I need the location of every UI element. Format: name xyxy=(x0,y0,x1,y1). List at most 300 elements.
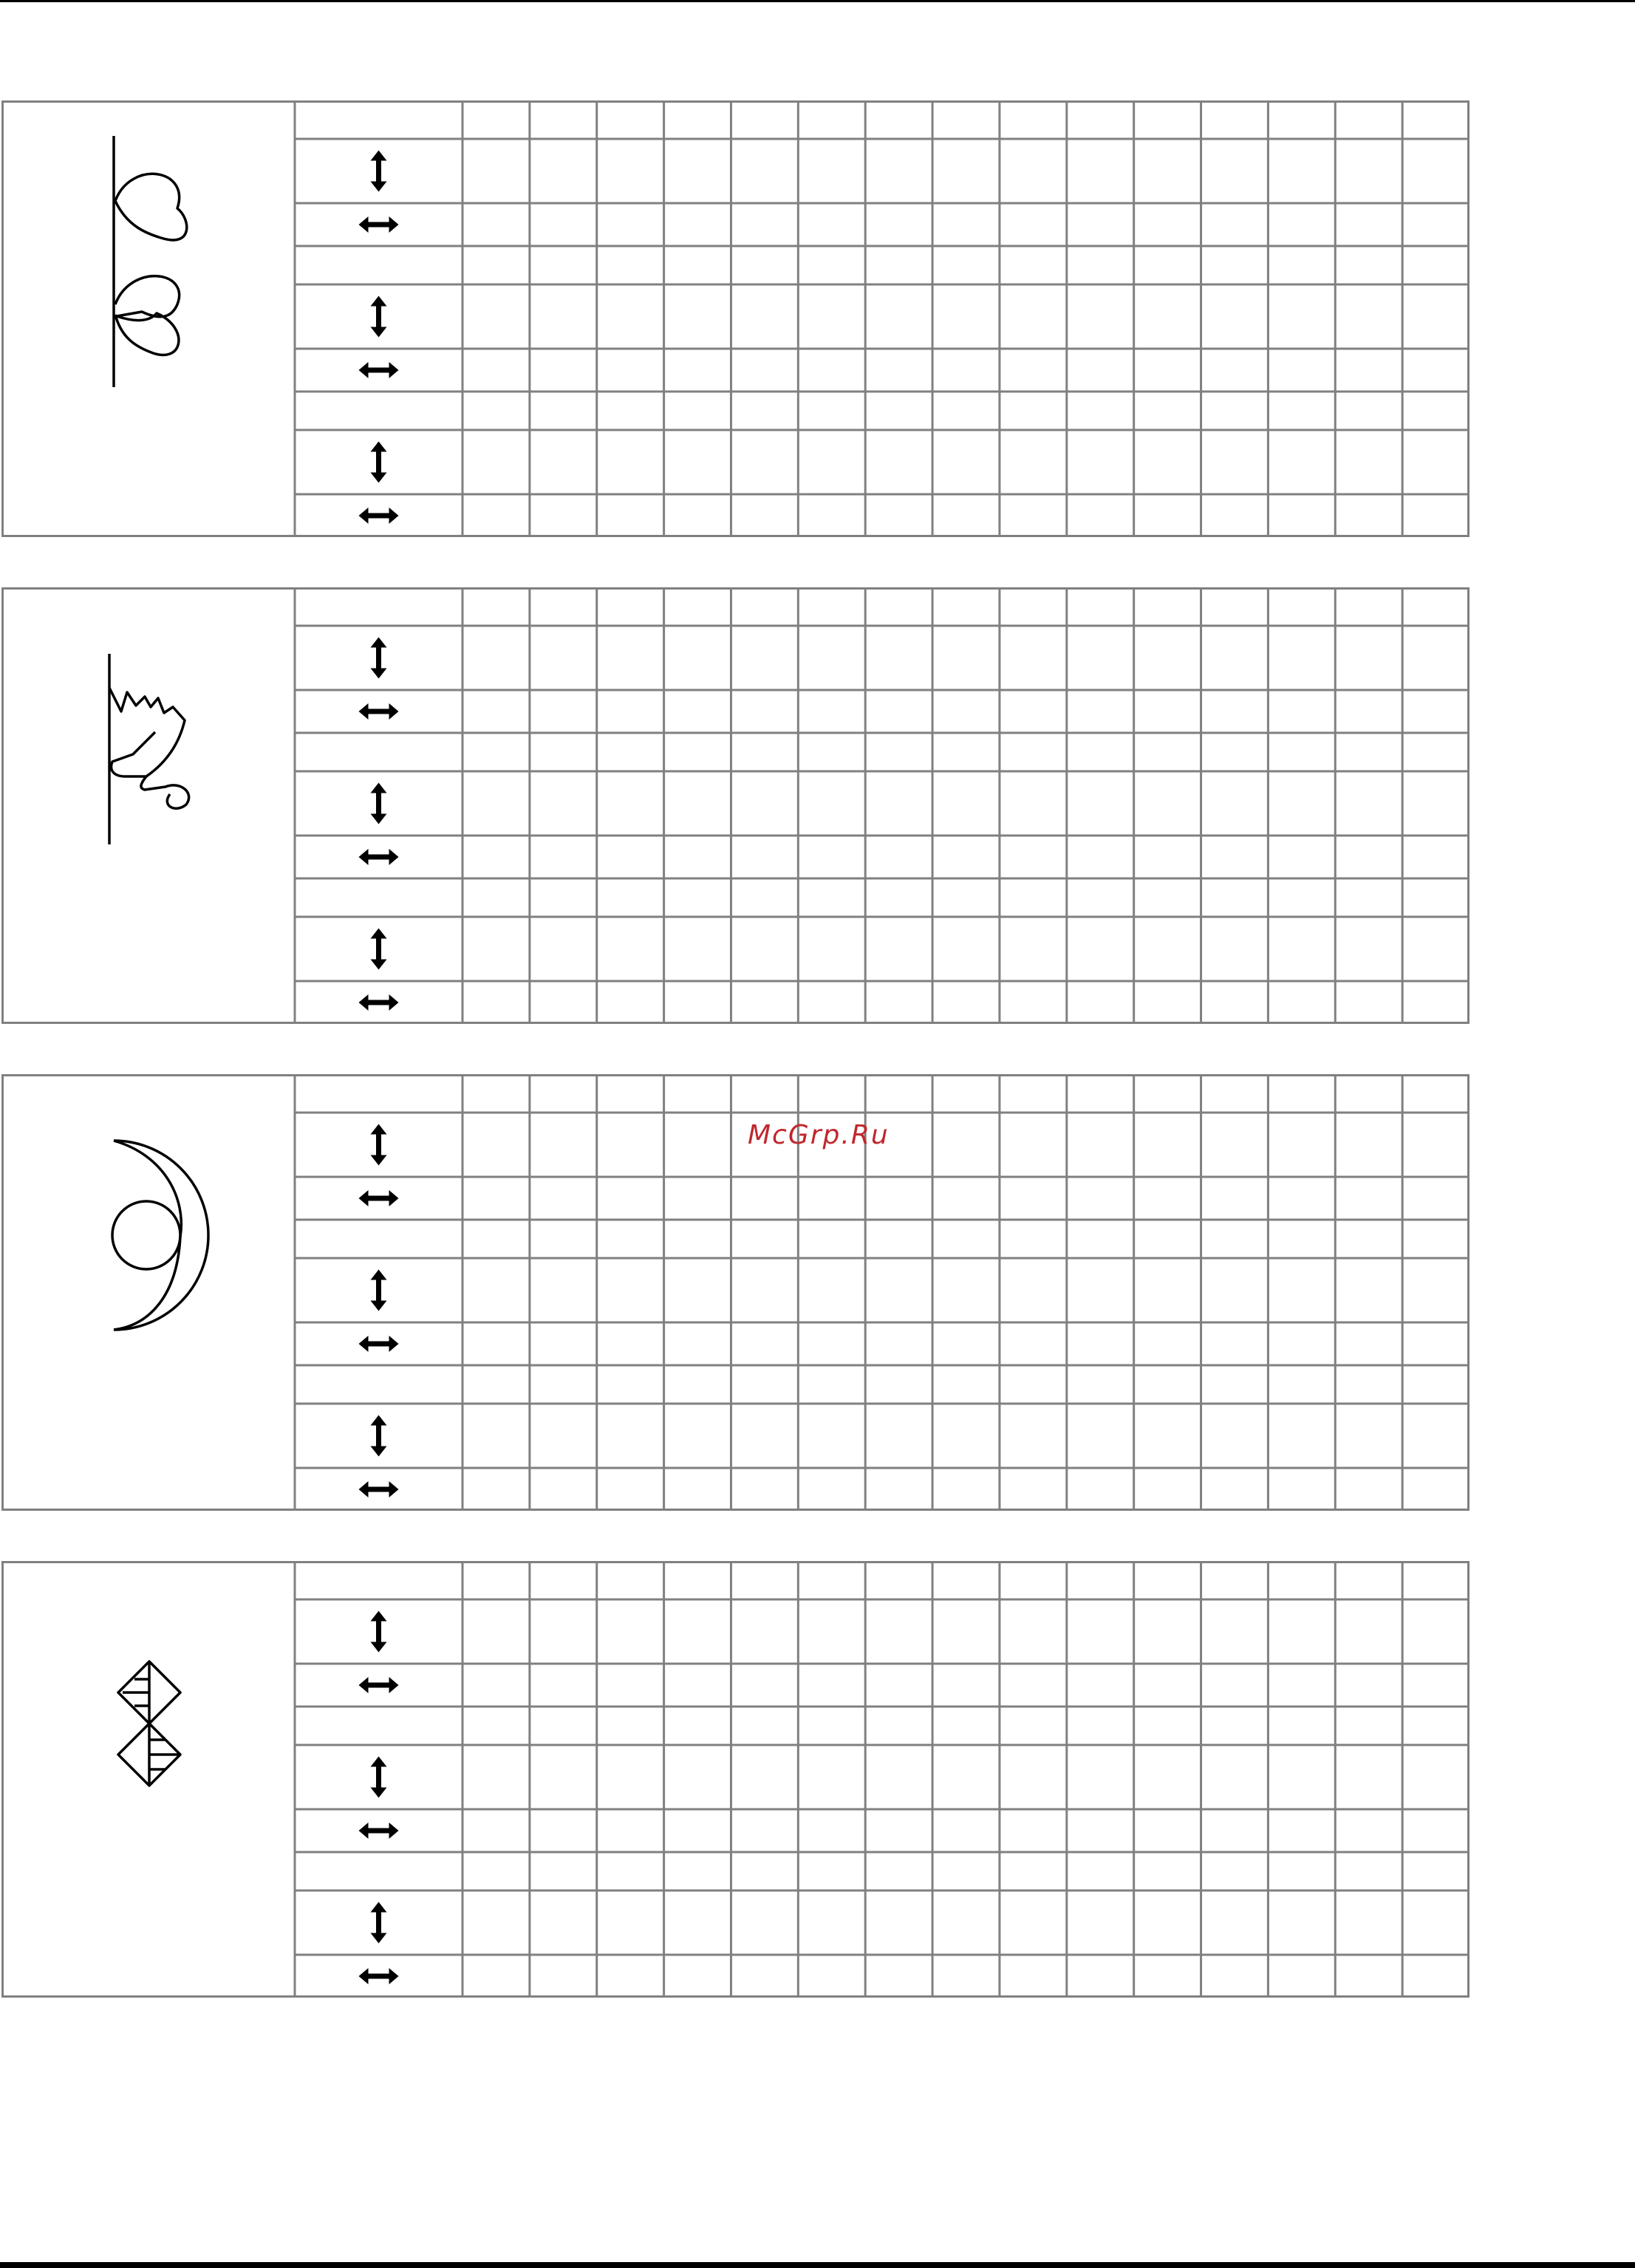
value-cell[interactable] xyxy=(1404,734,1468,770)
value-cell[interactable] xyxy=(867,1221,931,1257)
value-cell[interactable] xyxy=(1136,589,1200,624)
value-cell[interactable] xyxy=(934,102,998,137)
value-cell[interactable] xyxy=(1337,1178,1401,1218)
value-cell[interactable] xyxy=(666,1114,730,1175)
value-cell[interactable] xyxy=(732,1178,796,1218)
value-cell[interactable] xyxy=(799,1562,864,1598)
value-cell[interactable] xyxy=(1136,880,1200,915)
value-cell[interactable] xyxy=(867,1260,931,1321)
value-cell[interactable] xyxy=(1203,1746,1267,1808)
value-cell[interactable] xyxy=(1068,1405,1133,1466)
value-cell[interactable] xyxy=(867,1665,931,1705)
value-cell[interactable] xyxy=(464,140,528,202)
value-cell[interactable] xyxy=(1068,837,1133,877)
value-cell[interactable] xyxy=(867,140,931,202)
value-cell[interactable] xyxy=(799,205,864,245)
value-cell[interactable] xyxy=(867,734,931,770)
value-cell[interactable] xyxy=(1068,350,1133,390)
value-cell[interactable] xyxy=(1136,837,1200,877)
value-cell[interactable] xyxy=(867,350,931,390)
value-cell[interactable] xyxy=(1136,1746,1200,1808)
value-cell[interactable] xyxy=(464,1892,528,1953)
value-cell[interactable] xyxy=(1203,1324,1267,1364)
value-cell[interactable] xyxy=(1269,1178,1334,1218)
value-cell[interactable] xyxy=(1203,140,1267,202)
value-cell[interactable] xyxy=(934,918,998,980)
value-cell[interactable] xyxy=(732,691,796,731)
value-cell[interactable] xyxy=(1404,1367,1468,1402)
value-cell[interactable] xyxy=(799,247,864,283)
value-cell[interactable] xyxy=(1269,691,1334,731)
value-cell[interactable] xyxy=(464,205,528,245)
value-cell[interactable] xyxy=(867,589,931,624)
value-cell[interactable] xyxy=(732,1221,796,1257)
value-cell[interactable] xyxy=(666,1601,730,1662)
value-cell[interactable] xyxy=(1001,1367,1065,1402)
value-cell[interactable] xyxy=(598,1746,663,1808)
value-cell[interactable] xyxy=(799,1708,864,1743)
value-cell[interactable] xyxy=(732,205,796,245)
value-cell[interactable] xyxy=(1068,1746,1133,1808)
value-cell[interactable] xyxy=(799,734,864,770)
value-cell[interactable] xyxy=(799,1367,864,1402)
value-cell[interactable] xyxy=(1269,983,1334,1022)
value-cell[interactable] xyxy=(1068,286,1133,347)
value-cell[interactable] xyxy=(666,1708,730,1743)
value-cell[interactable] xyxy=(598,1178,663,1218)
value-cell[interactable] xyxy=(1404,286,1468,347)
value-cell[interactable] xyxy=(1068,393,1133,428)
value-cell[interactable] xyxy=(531,837,595,877)
value-cell[interactable] xyxy=(799,140,864,202)
value-cell[interactable] xyxy=(1136,691,1200,731)
value-cell[interactable] xyxy=(1136,1367,1200,1402)
value-cell[interactable] xyxy=(867,1601,931,1662)
value-cell[interactable] xyxy=(934,773,998,834)
value-cell[interactable] xyxy=(1337,102,1401,137)
value-cell[interactable] xyxy=(867,837,931,877)
value-cell[interactable] xyxy=(799,880,864,915)
value-cell[interactable] xyxy=(464,1178,528,1218)
value-cell[interactable] xyxy=(1337,1405,1401,1466)
value-cell[interactable] xyxy=(732,837,796,877)
value-cell[interactable] xyxy=(1001,1854,1065,1889)
value-cell[interactable] xyxy=(1001,1114,1065,1175)
value-cell[interactable] xyxy=(598,983,663,1022)
value-cell[interactable] xyxy=(799,1469,864,1509)
value-cell[interactable] xyxy=(1269,1956,1334,1996)
value-cell[interactable] xyxy=(1269,350,1334,390)
value-cell[interactable] xyxy=(531,1811,595,1851)
value-cell[interactable] xyxy=(1269,1892,1334,1953)
value-cell[interactable] xyxy=(1203,1562,1267,1598)
value-cell[interactable] xyxy=(464,1367,528,1402)
value-cell[interactable] xyxy=(934,286,998,347)
value-cell[interactable] xyxy=(1068,1811,1133,1851)
value-cell[interactable] xyxy=(799,102,864,137)
value-cell[interactable] xyxy=(666,983,730,1022)
value-cell[interactable] xyxy=(1337,393,1401,428)
value-cell[interactable] xyxy=(867,983,931,1022)
value-cell[interactable] xyxy=(1337,1562,1401,1598)
value-cell[interactable] xyxy=(1337,773,1401,834)
value-cell[interactable] xyxy=(598,140,663,202)
value-cell[interactable] xyxy=(531,1324,595,1364)
value-cell[interactable] xyxy=(1269,247,1334,283)
value-cell[interactable] xyxy=(464,1469,528,1509)
value-cell[interactable] xyxy=(1269,286,1334,347)
value-cell[interactable] xyxy=(934,205,998,245)
value-cell[interactable] xyxy=(531,1260,595,1321)
value-cell[interactable] xyxy=(598,1405,663,1466)
value-cell[interactable] xyxy=(464,1405,528,1466)
value-cell[interactable] xyxy=(1068,734,1133,770)
value-cell[interactable] xyxy=(1269,1405,1334,1466)
value-cell[interactable] xyxy=(799,1854,864,1889)
value-cell[interactable] xyxy=(1269,837,1334,877)
value-cell[interactable] xyxy=(934,1324,998,1364)
value-cell[interactable] xyxy=(1001,1076,1065,1111)
value-cell[interactable] xyxy=(598,1854,663,1889)
value-cell[interactable] xyxy=(1203,1811,1267,1851)
value-cell[interactable] xyxy=(1203,1076,1267,1111)
value-cell[interactable] xyxy=(1404,1601,1468,1662)
value-cell[interactable] xyxy=(934,1811,998,1851)
value-cell[interactable] xyxy=(934,1708,998,1743)
value-cell[interactable] xyxy=(1337,1076,1401,1111)
value-cell[interactable] xyxy=(799,1811,864,1851)
value-cell[interactable] xyxy=(531,496,595,536)
value-cell[interactable] xyxy=(1203,880,1267,915)
value-cell[interactable] xyxy=(934,983,998,1022)
value-cell[interactable] xyxy=(1136,1178,1200,1218)
value-cell[interactable] xyxy=(598,1221,663,1257)
value-cell[interactable] xyxy=(732,627,796,689)
value-cell[interactable] xyxy=(598,1324,663,1364)
value-cell[interactable] xyxy=(531,102,595,137)
value-cell[interactable] xyxy=(1001,983,1065,1022)
value-cell[interactable] xyxy=(666,691,730,731)
value-cell[interactable] xyxy=(1068,1367,1133,1402)
value-cell[interactable] xyxy=(1404,1665,1468,1705)
value-cell[interactable] xyxy=(1001,247,1065,283)
value-cell[interactable] xyxy=(464,918,528,980)
value-cell[interactable] xyxy=(464,496,528,536)
value-cell[interactable] xyxy=(1404,1469,1468,1509)
value-cell[interactable] xyxy=(1068,1324,1133,1364)
value-cell[interactable] xyxy=(1203,773,1267,834)
value-cell[interactable] xyxy=(1337,734,1401,770)
value-cell[interactable] xyxy=(531,1665,595,1705)
value-cell[interactable] xyxy=(732,1956,796,1996)
value-cell[interactable] xyxy=(598,773,663,834)
value-cell[interactable] xyxy=(934,1367,998,1402)
value-cell[interactable] xyxy=(934,140,998,202)
value-cell[interactable] xyxy=(1136,1114,1200,1175)
value-cell[interactable] xyxy=(464,431,528,493)
value-cell[interactable] xyxy=(464,773,528,834)
value-cell[interactable] xyxy=(598,1076,663,1111)
value-cell[interactable] xyxy=(464,247,528,283)
value-cell[interactable] xyxy=(799,1324,864,1364)
value-cell[interactable] xyxy=(531,431,595,493)
value-cell[interactable] xyxy=(1001,286,1065,347)
value-cell[interactable] xyxy=(598,589,663,624)
value-cell[interactable] xyxy=(1337,1260,1401,1321)
value-cell[interactable] xyxy=(799,773,864,834)
value-cell[interactable] xyxy=(598,880,663,915)
value-cell[interactable] xyxy=(1404,837,1468,877)
value-cell[interactable] xyxy=(732,247,796,283)
value-cell[interactable] xyxy=(1068,1601,1133,1662)
value-cell[interactable] xyxy=(1001,140,1065,202)
value-cell[interactable] xyxy=(1001,1746,1065,1808)
value-cell[interactable] xyxy=(867,1811,931,1851)
value-cell[interactable] xyxy=(1136,140,1200,202)
value-cell[interactable] xyxy=(531,393,595,428)
value-cell[interactable] xyxy=(934,350,998,390)
value-cell[interactable] xyxy=(867,1746,931,1808)
value-cell[interactable] xyxy=(799,350,864,390)
value-cell[interactable] xyxy=(1337,350,1401,390)
value-cell[interactable] xyxy=(1001,837,1065,877)
value-cell[interactable] xyxy=(867,627,931,689)
value-cell[interactable] xyxy=(1068,589,1133,624)
value-cell[interactable] xyxy=(799,1221,864,1257)
value-cell[interactable] xyxy=(1001,496,1065,536)
value-cell[interactable] xyxy=(934,496,998,536)
value-cell[interactable] xyxy=(1001,1405,1065,1466)
value-cell[interactable] xyxy=(732,1562,796,1598)
value-cell[interactable] xyxy=(1001,431,1065,493)
value-cell[interactable] xyxy=(732,1854,796,1889)
value-cell[interactable] xyxy=(732,918,796,980)
value-cell[interactable] xyxy=(799,837,864,877)
value-cell[interactable] xyxy=(1068,1892,1133,1953)
value-cell[interactable] xyxy=(1203,1178,1267,1218)
value-cell[interactable] xyxy=(531,691,595,731)
value-cell[interactable] xyxy=(1404,431,1468,493)
value-cell[interactable] xyxy=(1203,205,1267,245)
value-cell[interactable] xyxy=(867,1469,931,1509)
value-cell[interactable] xyxy=(464,1746,528,1808)
value-cell[interactable] xyxy=(1136,247,1200,283)
value-cell[interactable] xyxy=(666,1854,730,1889)
value-cell[interactable] xyxy=(531,286,595,347)
value-cell[interactable] xyxy=(1337,1324,1401,1364)
value-cell[interactable] xyxy=(666,496,730,536)
value-cell[interactable] xyxy=(934,627,998,689)
value-cell[interactable] xyxy=(1203,247,1267,283)
value-cell[interactable] xyxy=(598,205,663,245)
value-cell[interactable] xyxy=(1337,1114,1401,1175)
value-cell[interactable] xyxy=(1203,1601,1267,1662)
value-cell[interactable] xyxy=(732,773,796,834)
value-cell[interactable] xyxy=(1203,627,1267,689)
value-cell[interactable] xyxy=(1068,627,1133,689)
value-cell[interactable] xyxy=(531,1562,595,1598)
value-cell[interactable] xyxy=(799,1665,864,1705)
value-cell[interactable] xyxy=(1337,1469,1401,1509)
value-cell[interactable] xyxy=(531,247,595,283)
value-cell[interactable] xyxy=(531,1221,595,1257)
value-cell[interactable] xyxy=(1068,431,1133,493)
value-cell[interactable] xyxy=(531,1854,595,1889)
value-cell[interactable] xyxy=(1404,1324,1468,1364)
value-cell[interactable] xyxy=(1404,983,1468,1022)
value-cell[interactable] xyxy=(934,393,998,428)
value-cell[interactable] xyxy=(1404,496,1468,536)
value-cell[interactable] xyxy=(1337,589,1401,624)
value-cell[interactable] xyxy=(867,1956,931,1996)
value-cell[interactable] xyxy=(531,1076,595,1111)
value-cell[interactable] xyxy=(934,1178,998,1218)
value-cell[interactable] xyxy=(934,1469,998,1509)
value-cell[interactable] xyxy=(464,837,528,877)
value-cell[interactable] xyxy=(1136,350,1200,390)
value-cell[interactable] xyxy=(867,1405,931,1466)
value-cell[interactable] xyxy=(1404,205,1468,245)
value-cell[interactable] xyxy=(666,837,730,877)
value-cell[interactable] xyxy=(531,773,595,834)
value-cell[interactable] xyxy=(1337,205,1401,245)
value-cell[interactable] xyxy=(1136,393,1200,428)
value-cell[interactable] xyxy=(732,1892,796,1953)
value-cell[interactable] xyxy=(1404,393,1468,428)
value-cell[interactable] xyxy=(732,140,796,202)
value-cell[interactable] xyxy=(666,1746,730,1808)
value-cell[interactable] xyxy=(598,837,663,877)
value-cell[interactable] xyxy=(1404,1708,1468,1743)
value-cell[interactable] xyxy=(1136,1260,1200,1321)
value-cell[interactable] xyxy=(867,102,931,137)
value-cell[interactable] xyxy=(666,431,730,493)
value-cell[interactable] xyxy=(1136,1601,1200,1662)
value-cell[interactable] xyxy=(531,1892,595,1953)
value-cell[interactable] xyxy=(598,286,663,347)
value-cell[interactable] xyxy=(1404,589,1468,624)
value-cell[interactable] xyxy=(666,589,730,624)
value-cell[interactable] xyxy=(799,589,864,624)
value-cell[interactable] xyxy=(1203,1405,1267,1466)
value-cell[interactable] xyxy=(1203,1708,1267,1743)
value-cell[interactable] xyxy=(666,1405,730,1466)
value-cell[interactable] xyxy=(1269,1746,1334,1808)
value-cell[interactable] xyxy=(1337,1601,1401,1662)
value-cell[interactable] xyxy=(1001,350,1065,390)
value-cell[interactable] xyxy=(464,1114,528,1175)
value-cell[interactable] xyxy=(934,880,998,915)
value-cell[interactable] xyxy=(934,1665,998,1705)
value-cell[interactable] xyxy=(1136,102,1200,137)
value-cell[interactable] xyxy=(867,1324,931,1364)
value-cell[interactable] xyxy=(598,918,663,980)
value-cell[interactable] xyxy=(666,627,730,689)
value-cell[interactable] xyxy=(934,431,998,493)
value-cell[interactable] xyxy=(1068,1221,1133,1257)
value-cell[interactable] xyxy=(732,880,796,915)
value-cell[interactable] xyxy=(666,880,730,915)
value-cell[interactable] xyxy=(1001,1892,1065,1953)
value-cell[interactable] xyxy=(1136,1892,1200,1953)
value-cell[interactable] xyxy=(1203,102,1267,137)
value-cell[interactable] xyxy=(1068,983,1133,1022)
value-cell[interactable] xyxy=(464,983,528,1022)
value-cell[interactable] xyxy=(1337,837,1401,877)
value-cell[interactable] xyxy=(1001,1811,1065,1851)
value-cell[interactable] xyxy=(598,1601,663,1662)
value-cell[interactable] xyxy=(1068,1469,1133,1509)
value-cell[interactable] xyxy=(464,627,528,689)
value-cell[interactable] xyxy=(1136,1324,1200,1364)
value-cell[interactable] xyxy=(934,1746,998,1808)
value-cell[interactable] xyxy=(1136,431,1200,493)
value-cell[interactable] xyxy=(732,350,796,390)
value-cell[interactable] xyxy=(1203,1956,1267,1996)
value-cell[interactable] xyxy=(1269,393,1334,428)
value-cell[interactable] xyxy=(1269,589,1334,624)
value-cell[interactable] xyxy=(464,691,528,731)
value-cell[interactable] xyxy=(867,918,931,980)
value-cell[interactable] xyxy=(1068,140,1133,202)
value-cell[interactable] xyxy=(1269,102,1334,137)
value-cell[interactable] xyxy=(1001,918,1065,980)
value-cell[interactable] xyxy=(934,589,998,624)
value-cell[interactable] xyxy=(464,1811,528,1851)
value-cell[interactable] xyxy=(1269,1469,1334,1509)
value-cell[interactable] xyxy=(732,1076,796,1111)
value-cell[interactable] xyxy=(1001,1260,1065,1321)
value-cell[interactable] xyxy=(1136,1665,1200,1705)
value-cell[interactable] xyxy=(1203,1665,1267,1705)
value-cell[interactable] xyxy=(1068,496,1133,536)
value-cell[interactable] xyxy=(1269,496,1334,536)
value-cell[interactable] xyxy=(464,734,528,770)
value-cell[interactable] xyxy=(1404,1562,1468,1598)
value-cell[interactable] xyxy=(531,918,595,980)
value-cell[interactable] xyxy=(1203,691,1267,731)
value-cell[interactable] xyxy=(799,1892,864,1953)
value-cell[interactable] xyxy=(1404,1811,1468,1851)
value-cell[interactable] xyxy=(1136,205,1200,245)
value-cell[interactable] xyxy=(799,286,864,347)
value-cell[interactable] xyxy=(867,880,931,915)
value-cell[interactable] xyxy=(1001,589,1065,624)
value-cell[interactable] xyxy=(934,1562,998,1598)
value-cell[interactable] xyxy=(1203,1469,1267,1509)
value-cell[interactable] xyxy=(531,1956,595,1996)
value-cell[interactable] xyxy=(598,431,663,493)
value-cell[interactable] xyxy=(867,1708,931,1743)
value-cell[interactable] xyxy=(1269,734,1334,770)
value-cell[interactable] xyxy=(598,1956,663,1996)
value-cell[interactable] xyxy=(598,350,663,390)
value-cell[interactable] xyxy=(1337,880,1401,915)
value-cell[interactable] xyxy=(1136,496,1200,536)
value-cell[interactable] xyxy=(1068,1665,1133,1705)
value-cell[interactable] xyxy=(598,691,663,731)
value-cell[interactable] xyxy=(799,1178,864,1218)
value-cell[interactable] xyxy=(1136,983,1200,1022)
value-cell[interactable] xyxy=(1068,1708,1133,1743)
value-cell[interactable] xyxy=(464,350,528,390)
value-cell[interactable] xyxy=(867,393,931,428)
value-cell[interactable] xyxy=(1001,393,1065,428)
value-cell[interactable] xyxy=(732,393,796,428)
value-cell[interactable] xyxy=(666,734,730,770)
value-cell[interactable] xyxy=(666,1324,730,1364)
value-cell[interactable] xyxy=(1337,496,1401,536)
